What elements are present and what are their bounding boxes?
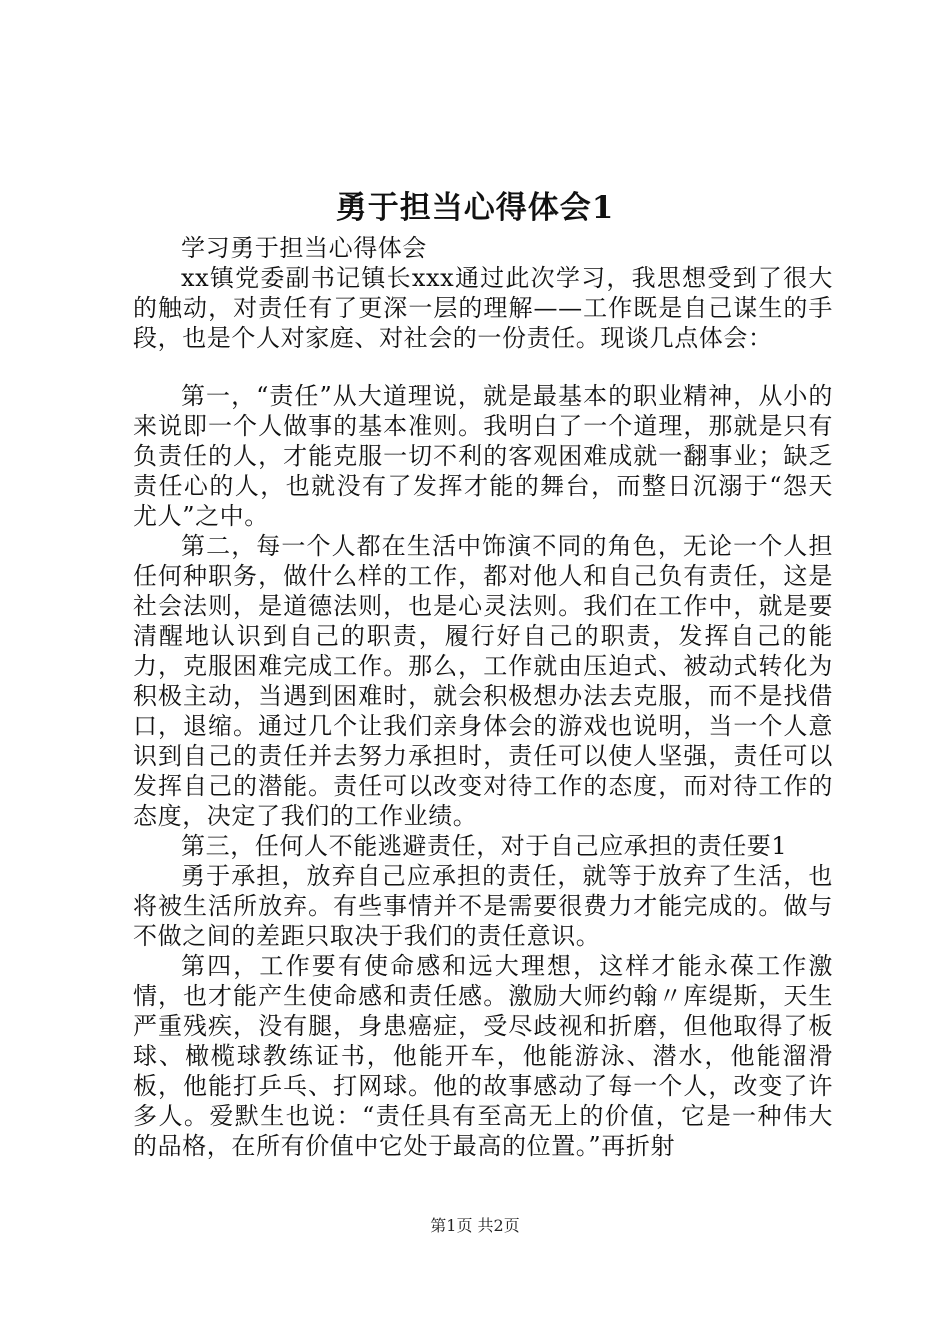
document-body	[133, 233, 833, 1161]
page-number-footer: 第1页 共2页	[430, 1216, 520, 1235]
paragraph-point-two: 第二，每一个人都在生活中饰演不同的角色，无论一个人担任何种职务，做什么样的工作，都对他人和自己负有责任，这是社会法则，是道德法则，也是心灵法则。我们在工作中，就是要清醒地认识到自己的职责，履行好自己的职责，发挥自己的能力，克服困难完成工作。那么，工作就由压迫式、被动式转化为积极主动，当遇到困难时，就会积极想办法去克服，而不是找借口，退缩。通过几个让我们亲身体会的游戏也说明，当一个人意识到自己的责任并去努力承担时，责任可以使人坚强，责任可以发挥自己的潜能。责任可以改变对待工作的态度，而对待工作的态度，决定了我们的工作业绩。	[133, 532, 833, 830]
paragraph-subtitle: 学习勇于担当心得体会	[181, 234, 427, 262]
paragraph-point-three: 第三，任何人不能逃避责任，对于自己应承担的责任要1	[181, 832, 788, 860]
document-title: 勇于担当心得体会1	[335, 190, 615, 226]
paragraph-point-four: 第四，工作要有使命感和远大理想，这样才能永葆工作激情，也才能产生使命感和责任感。激励大师约翰〃库缇斯，天生严重残疾，没有腿，身患癌症，受尽歧视和折磨，但他取得了板球、橄榄球教练证书，他能开车，他能游泳、潜水，他能溜滑板，他能打乒乓、打网球。他的故事感动了每一个人，改变了许多人。爱默生也说：“责任具有至高无上的价值，它是一种伟大的品格，在所有价值中它处于最高的位置。”再折射	[133, 952, 833, 1160]
paragraph-intro: xx镇党委副书记镇长xxx通过此次学习，我思想受到了很大的触动，对责任有了更深一层的理解——工作既是自己谋生的手段，也是个人对家庭、对社会的一份责任。现谈几点体会：	[133, 264, 833, 352]
paragraph-point-one: 第一，“责任”从大道理说，就是最基本的职业精神，从小的来说即一个人做事的基本准则。我明白了一个道理，那就是只有负责任的人，才能克服一切不利的客观困难成就一翻事业；缺乏责任心的人，也就没有了发挥才能的舞台，而整日沉溺于“怨天尤人”之中。	[133, 382, 833, 530]
paragraph-point-three-continued: 勇于承担，放弃自己应承担的责任，就等于放弃了生活，也将被生活所放弃。有些事情并不是需要很费力才能完成的。做与不做之间的差距只取决于我们的责任意识。	[133, 862, 833, 950]
